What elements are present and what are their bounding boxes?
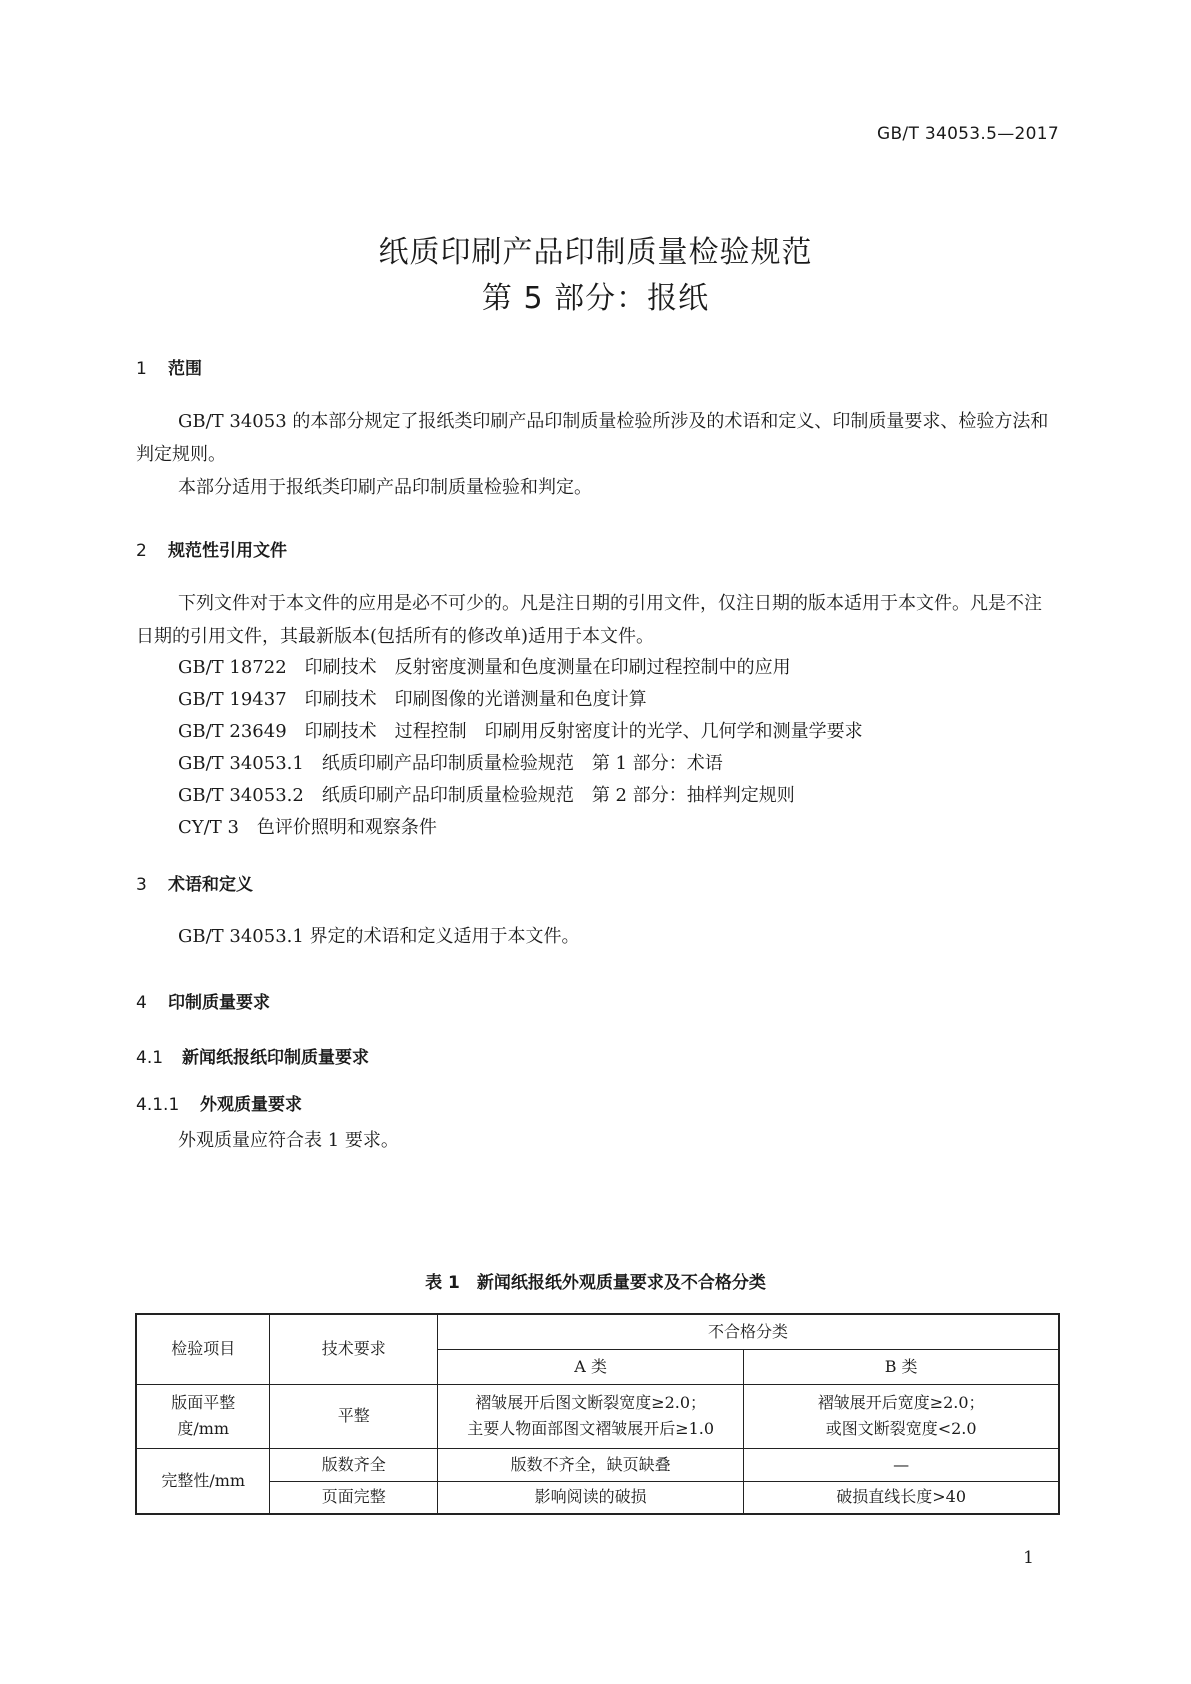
cell-a (438, 1384, 744, 1448)
reference-item: GB/T 18722 印刷技术 反射密度测量和色度测量在印刷过程控制中的应用 (178, 657, 791, 678)
reference-item: GB/T 19437 印刷技术 印刷图像的光谱测量和色度计算 (178, 689, 647, 710)
cell-b (744, 1384, 1059, 1448)
section-4-1-1-paragraph-1: 外观质量应符合表 1 要求。 (178, 1130, 399, 1151)
section-1-paragraph-2: 本部分适用于报纸类印刷产品印制质量检验和判定。 (178, 477, 592, 498)
section-2-paragraph-1: 下列文件对于本文件的应用是必不可少的。凡是注日期的引用文件，仅注日期的版本适用于本文件。凡是不注日期的引用文件，其最新版本(包括所有的修改单)适用于本文件。 (136, 593, 1042, 647)
section-2-heading (136, 536, 287, 561)
section-number: 2 (136, 541, 147, 561)
cell-a-line-2: 主要人物面部图文褶皱展开后≥1.0 (467, 1419, 715, 1438)
section-number: 4.1.1 (136, 1095, 180, 1115)
cell-a: 版数不齐全，缺页缺叠 (438, 1448, 744, 1481)
quality-requirements-table (135, 1313, 1060, 1515)
cell-a: 影响阅读的破损 (438, 1481, 744, 1514)
table-row (136, 1448, 1059, 1481)
title-line-2: 第 5 部分：报纸 (481, 281, 710, 316)
section-title: 新闻纸报纸印制质量要求 (182, 1048, 369, 1068)
cell-requirement: 平整 (270, 1384, 438, 1448)
section-title: 范围 (168, 359, 202, 379)
section-number: 3 (136, 875, 147, 895)
section-number: 4.1 (136, 1048, 164, 1068)
table-caption: 表 1 新闻纸报纸外观质量要求及不合格分类 (425, 1273, 766, 1293)
table-row (136, 1384, 1059, 1448)
cell-b-line-1: 褶皱展开后宽度≥2.0； (817, 1393, 985, 1412)
section-title: 规范性引用文件 (168, 541, 287, 561)
section-3-heading (136, 870, 253, 895)
cell-item (136, 1384, 270, 1448)
section-4-heading (136, 988, 270, 1013)
section-number: 4 (136, 993, 147, 1013)
cell-item: 完整性/mm (136, 1448, 270, 1514)
cell-b: — (744, 1448, 1059, 1481)
section-1-paragraph-1: GB/T 34053 的本部分规定了报纸类印刷产品印制质量检验所涉及的术语和定义、印制质量要求、检验方法和判定规则。 (136, 411, 1049, 465)
cell-requirement: 页面完整 (270, 1481, 438, 1514)
reference-item: GB/T 34053.1 纸质印刷产品印制质量检验规范 第 1 部分：术语 (178, 753, 723, 774)
title-line-1: 纸质印刷产品印制质量检验规范 (378, 235, 813, 270)
header-cell-a: A 类 (438, 1349, 744, 1384)
standard-number-header: GB/T 34053.5—2017 (876, 124, 1059, 144)
cell-b: 破损直线长度>40 (744, 1481, 1059, 1514)
document-title (0, 230, 1191, 322)
reference-item: GB/T 34053.2 纸质印刷产品印制质量检验规范 第 2 部分：抽样判定规则 (178, 785, 795, 806)
section-title: 外观质量要求 (200, 1095, 302, 1115)
section-1-heading (136, 354, 202, 379)
reference-item: CY/T 3 色评价照明和观察条件 (178, 817, 437, 838)
table-row (136, 1481, 1059, 1514)
reference-item: GB/T 23649 印刷技术 过程控制 印刷用反射密度计的光学、几何学和测量学要求 (178, 721, 863, 742)
page-number: 1 (1023, 1548, 1034, 1568)
cell-item-text: 版面平整度/mm (171, 1393, 236, 1438)
section-4-1-heading (136, 1043, 369, 1068)
header-cell-class: 不合格分类 (438, 1314, 1060, 1349)
cell-b-line-2: 或图文断裂宽度<2.0 (825, 1419, 977, 1438)
section-number: 1 (136, 359, 147, 379)
section-title: 印制质量要求 (168, 993, 270, 1013)
table-header-row (136, 1314, 1059, 1349)
section-4-1-1-heading (136, 1090, 302, 1115)
header-cell-requirement: 技术要求 (270, 1314, 438, 1384)
cell-requirement: 版数齐全 (270, 1448, 438, 1481)
cell-a-line-1: 褶皱展开后图文断裂宽度≥2.0； (475, 1393, 707, 1412)
section-title: 术语和定义 (168, 875, 253, 895)
section-3-paragraph-1: GB/T 34053.1 界定的术语和定义适用于本文件。 (178, 926, 580, 947)
header-cell-item: 检验项目 (136, 1314, 270, 1384)
header-cell-b: B 类 (744, 1349, 1059, 1384)
